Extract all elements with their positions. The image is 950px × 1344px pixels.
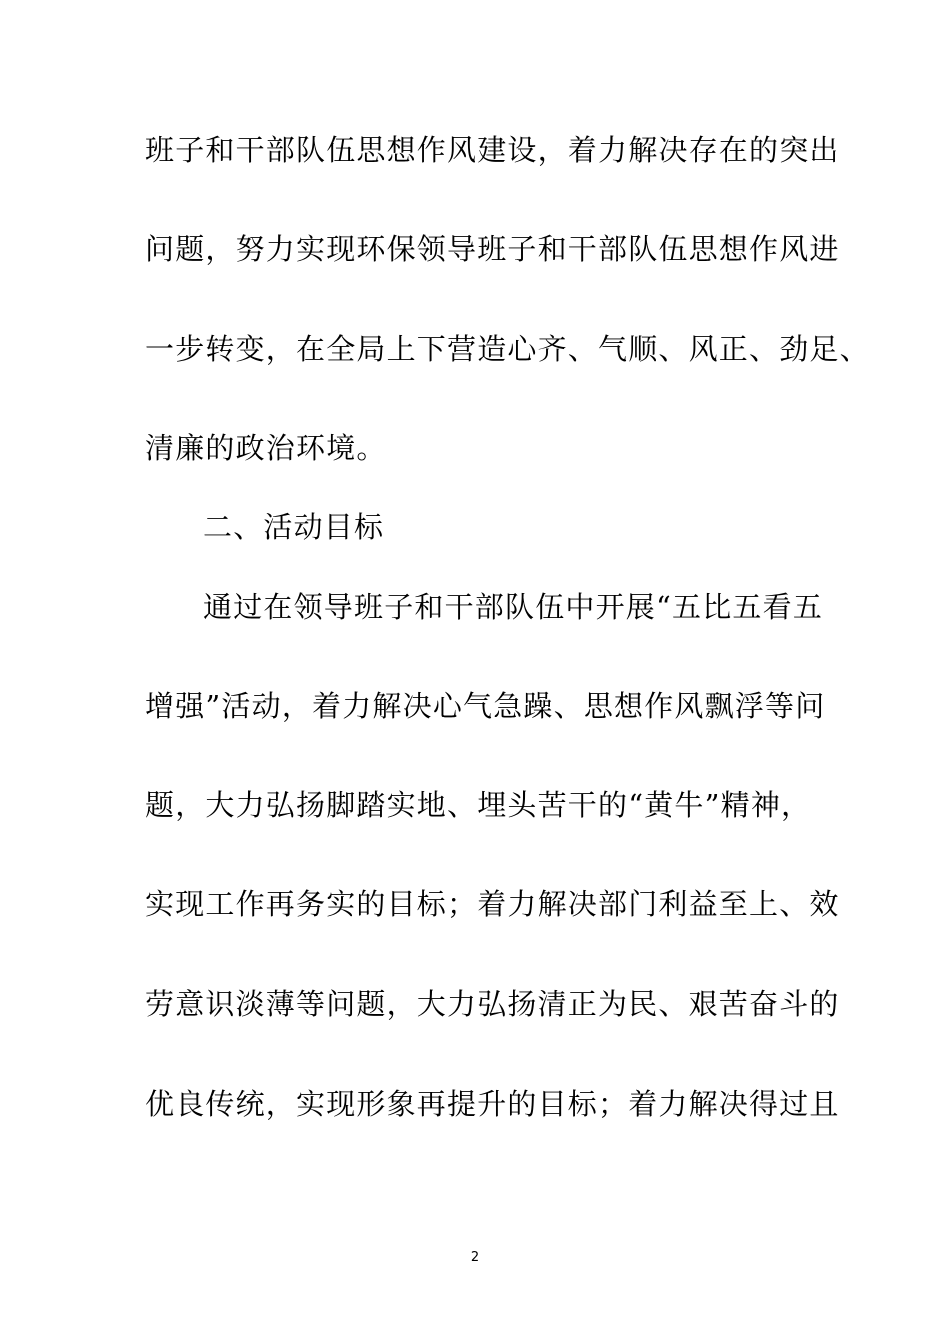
page-number: 2 <box>470 1250 480 1265</box>
body-line-9: 实现工作再务实的目标；着力解决部门利益至上、效 <box>145 887 840 921</box>
body-line-8: 题，大力弘扬脚踏实地、埋头苦干的“黄牛”精神， <box>145 788 812 822</box>
section-heading: 二、活动目标 <box>203 510 385 544</box>
body-line-4: 清廉的政治环境。 <box>145 431 387 465</box>
body-line-2: 问题，努力实现环保领导班子和干部队伍思想作风进 <box>145 232 840 266</box>
body-line-3: 一步转变，在全局上下营造心齐、气顺、风正、劲足、 <box>145 332 870 366</box>
body-line-11: 优良传统，实现形象再提升的目标；着力解决得过且 <box>145 1087 840 1121</box>
body-line-6: 通过在领导班子和干部队伍中开展“五比五看五 <box>203 590 824 624</box>
body-line-10: 劳意识淡薄等问题，大力弘扬清正为民、艰苦奋斗的 <box>145 987 840 1021</box>
body-line-7: 增强”活动，着力解决心气急躁、思想作风飘浮等问 <box>145 689 826 723</box>
body-line-1: 班子和干部队伍思想作风建设，着力解决存在的突出 <box>145 133 840 167</box>
